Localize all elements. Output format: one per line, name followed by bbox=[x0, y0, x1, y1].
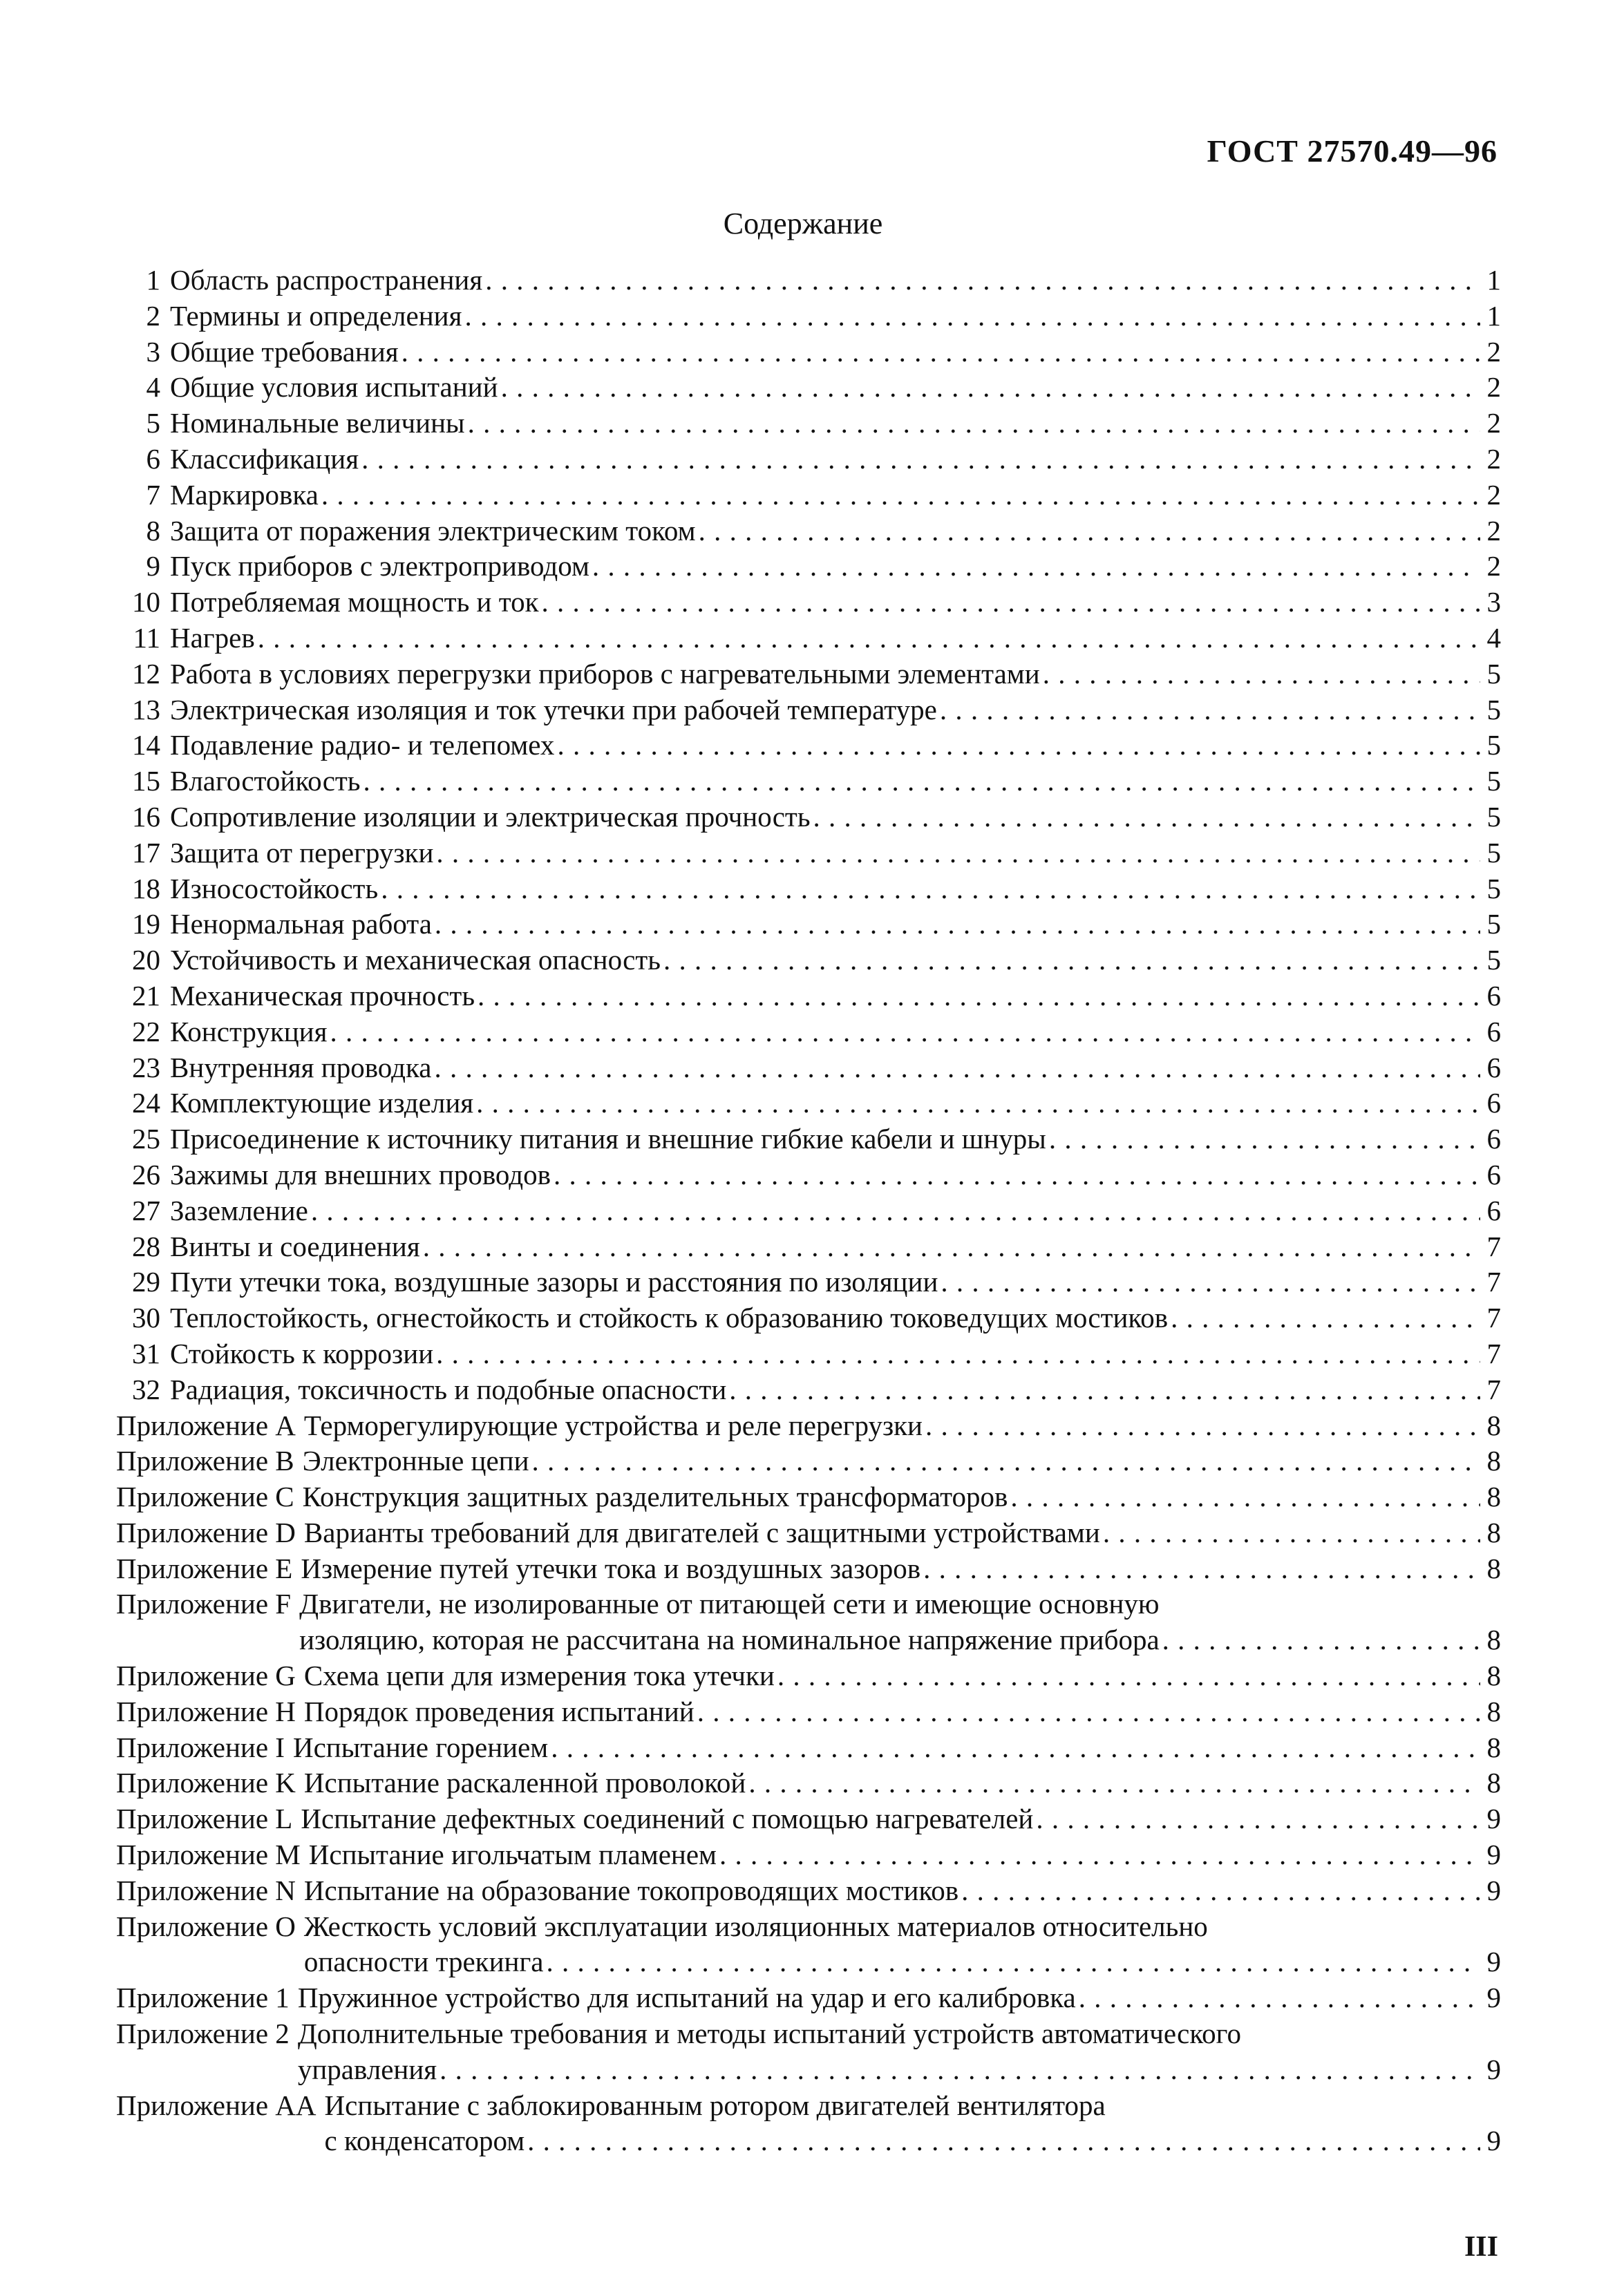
dot-leader bbox=[813, 799, 1480, 835]
dot-leader bbox=[542, 585, 1480, 620]
page-ref: 9 bbox=[1486, 2125, 1501, 2157]
dot-leader bbox=[435, 907, 1480, 942]
section-number: 28 bbox=[132, 1230, 160, 1262]
section-title: Работа в условиях перегрузки приборов с нагревательными элементами bbox=[170, 657, 1040, 690]
dot-leader bbox=[363, 763, 1480, 799]
section-number: 21 bbox=[132, 979, 160, 1012]
page-ref: 8 bbox=[1486, 1409, 1501, 1441]
dot-leader bbox=[697, 1694, 1480, 1730]
toc-appendix-entry bbox=[116, 1694, 1501, 1730]
page-ref: 5 bbox=[1486, 872, 1501, 904]
section-title: Номинальные величины bbox=[170, 407, 465, 439]
section-number: 18 bbox=[132, 872, 160, 904]
appendix-title: Терморегулирующие устройства и реле перегрузки bbox=[303, 1409, 923, 1441]
appendix-label: Приложение I bbox=[116, 1731, 285, 1763]
toc-entry bbox=[116, 656, 1501, 692]
page-ref: 5 bbox=[1486, 729, 1501, 761]
page-ref: 6 bbox=[1486, 1015, 1501, 1047]
dot-leader bbox=[777, 1658, 1480, 1694]
section-title: Общие требования bbox=[170, 335, 399, 368]
dot-leader bbox=[1043, 656, 1480, 692]
section-number: 29 bbox=[132, 1266, 160, 1298]
toc-entry bbox=[116, 728, 1501, 763]
dot-leader bbox=[434, 1050, 1480, 1086]
page-ref: 8 bbox=[1486, 1481, 1501, 1513]
section-number: 15 bbox=[132, 765, 160, 797]
page-ref: 2 bbox=[1486, 407, 1501, 439]
page-ref: 7 bbox=[1486, 1230, 1501, 1262]
toc-entry bbox=[116, 692, 1501, 728]
page-ref: 8 bbox=[1486, 1660, 1501, 1692]
toc-appendix-entry bbox=[116, 1730, 1501, 1766]
section-number: 10 bbox=[132, 586, 160, 618]
toc-entry bbox=[116, 1372, 1501, 1408]
toc-appendix-entry bbox=[116, 2088, 1501, 2124]
dot-leader bbox=[478, 978, 1480, 1014]
dot-leader bbox=[1036, 1801, 1480, 1837]
section-title: Пути утечки тока, воздушные зазоры и расстояния по изоляции bbox=[170, 1266, 938, 1298]
page-ref: 1 bbox=[1486, 299, 1501, 332]
page-ref: 9 bbox=[1486, 1946, 1501, 1978]
toc-entry bbox=[116, 334, 1501, 370]
toc-entry bbox=[116, 442, 1501, 477]
standard-code: ГОСТ 27570.49—96 bbox=[1207, 133, 1498, 169]
appendix-title: Испытание дефектных соединений с помощью нагревателей bbox=[301, 1803, 1034, 1835]
page-ref: 2 bbox=[1486, 550, 1501, 582]
dot-leader bbox=[476, 1085, 1480, 1121]
page-ref: 8 bbox=[1486, 1516, 1501, 1548]
toc-entry bbox=[116, 763, 1501, 799]
section-title: Теплостойкость, огнестойкость и стойкость к образованию токоведущих мостиков bbox=[170, 1302, 1169, 1334]
page-ref: 7 bbox=[1486, 1302, 1501, 1334]
page-ref: 9 bbox=[1486, 1874, 1501, 1906]
dot-leader bbox=[923, 1551, 1480, 1587]
section-title: Маркировка bbox=[170, 478, 319, 511]
page-ref: 9 bbox=[1486, 1982, 1501, 2014]
section-title: Ненормальная работа bbox=[170, 908, 432, 940]
section-title: Радиация, токсичность и подобные опасности bbox=[170, 1373, 727, 1405]
page-ref: 8 bbox=[1486, 1695, 1501, 1727]
toc-appendix-continuation bbox=[116, 1944, 1501, 1980]
dot-leader bbox=[719, 1837, 1480, 1873]
section-title: Электрическая изоляция и ток утечки при рабочей температуре bbox=[170, 693, 937, 725]
toc-appendix-entry bbox=[116, 1837, 1501, 1873]
dot-leader bbox=[551, 1730, 1480, 1766]
dot-leader bbox=[663, 942, 1480, 978]
section-title: Потребляемая мощность и ток bbox=[170, 586, 539, 618]
page-ref: 5 bbox=[1486, 800, 1501, 833]
dot-leader bbox=[321, 477, 1480, 513]
dot-leader bbox=[381, 871, 1480, 907]
page-ref: 8 bbox=[1486, 1445, 1501, 1477]
page-ref: 5 bbox=[1486, 693, 1501, 725]
appendix-title: Схема цепи для измерения тока утечки bbox=[303, 1660, 775, 1692]
dot-leader bbox=[527, 2123, 1480, 2159]
page-ref: 1 bbox=[1486, 264, 1501, 296]
section-number: 3 bbox=[146, 335, 160, 368]
toc-appendix-entry bbox=[116, 1408, 1501, 1444]
dot-leader bbox=[592, 549, 1480, 585]
dot-leader bbox=[961, 1873, 1480, 1909]
dot-leader bbox=[557, 728, 1480, 763]
toc-appendix-entry bbox=[116, 1980, 1501, 2016]
toc-appendix-entry bbox=[116, 1658, 1501, 1694]
page-ref: 9 bbox=[1486, 1839, 1501, 1871]
section-title: Внутренняя проводка bbox=[170, 1051, 432, 1083]
section-number: 12 bbox=[132, 657, 160, 690]
section-title: Механическая прочность bbox=[170, 979, 475, 1012]
dot-leader bbox=[1049, 1121, 1480, 1157]
section-number: 1 bbox=[146, 264, 160, 296]
page-ref: 9 bbox=[1486, 1803, 1501, 1835]
toc-entry bbox=[116, 549, 1501, 585]
page-ref: 8 bbox=[1486, 1767, 1501, 1799]
dot-leader bbox=[554, 1157, 1480, 1193]
section-number: 20 bbox=[132, 944, 160, 976]
page-ref: 8 bbox=[1486, 1731, 1501, 1763]
page-ref: 9 bbox=[1486, 2053, 1501, 2085]
section-title: Заземление bbox=[170, 1194, 308, 1226]
appendix-title: Электронные цепи bbox=[302, 1445, 529, 1477]
appendix-label: Приложение M bbox=[116, 1839, 301, 1871]
dot-leader bbox=[330, 1014, 1480, 1050]
toc-entry bbox=[116, 1157, 1501, 1193]
section-number: 8 bbox=[146, 514, 160, 547]
page-ref: 3 bbox=[1486, 586, 1501, 618]
dot-leader bbox=[532, 1443, 1480, 1479]
appendix-title-continued: изоляцию, которая не рассчитана на номинальное напряжение прибора bbox=[299, 1624, 1160, 1656]
dot-leader bbox=[729, 1372, 1480, 1408]
appendix-title-continued: управления bbox=[297, 2053, 437, 2085]
section-number: 14 bbox=[132, 729, 160, 761]
dot-leader bbox=[402, 334, 1480, 370]
dot-leader bbox=[423, 1229, 1480, 1265]
appendix-title: Измерение путей утечки тока и воздушных зазоров bbox=[301, 1552, 921, 1584]
appendix-title: Дополнительные требования и методы испытаний устройств автоматического bbox=[297, 2018, 1241, 2050]
section-title: Винты и соединения bbox=[170, 1230, 420, 1262]
section-number: 22 bbox=[132, 1015, 160, 1047]
toc-appendix-entry bbox=[116, 1586, 1501, 1622]
toc-entry bbox=[116, 585, 1501, 620]
toc-entry bbox=[116, 1193, 1501, 1229]
toc-entry bbox=[116, 799, 1501, 835]
appendix-label: Приложение F bbox=[116, 1588, 292, 1620]
dot-leader bbox=[1103, 1515, 1480, 1551]
section-title: Защита от перегрузки bbox=[170, 836, 434, 869]
page-ref: 5 bbox=[1486, 944, 1501, 976]
appendix-title: Пружинное устройство для испытаний на удар и его калибровка bbox=[297, 1982, 1076, 2014]
dot-leader bbox=[440, 2052, 1480, 2088]
toc-entry bbox=[116, 1050, 1501, 1086]
page-ref: 6 bbox=[1486, 1087, 1501, 1119]
appendix-label: Приложение H bbox=[116, 1695, 296, 1727]
page-ref: 5 bbox=[1486, 765, 1501, 797]
appendix-title-continued: с конденсатором bbox=[324, 2125, 525, 2157]
toc-entry bbox=[116, 513, 1501, 549]
appendix-title: Двигатели, не изолированные от питающей сети и имеющие основную bbox=[299, 1588, 1160, 1620]
section-number: 19 bbox=[132, 908, 160, 940]
section-title: Устойчивость и механическая опасность bbox=[170, 944, 661, 976]
toc-appendix-entry bbox=[116, 1443, 1501, 1479]
toc-entry bbox=[116, 942, 1501, 978]
dot-leader bbox=[925, 1408, 1480, 1444]
section-number: 16 bbox=[132, 800, 160, 833]
section-number: 30 bbox=[132, 1302, 160, 1334]
page-ref: 7 bbox=[1486, 1266, 1501, 1298]
section-number: 31 bbox=[132, 1337, 160, 1369]
dot-leader bbox=[1171, 1300, 1480, 1336]
dot-leader bbox=[464, 298, 1480, 334]
section-number: 32 bbox=[132, 1373, 160, 1405]
section-number: 5 bbox=[146, 407, 160, 439]
toc-entry bbox=[116, 1264, 1501, 1300]
toc-appendix-entry bbox=[116, 1551, 1501, 1587]
toc-appendix-continuation bbox=[116, 2052, 1501, 2088]
page-ref: 8 bbox=[1486, 1552, 1501, 1584]
dot-leader bbox=[258, 620, 1480, 656]
table-of-contents bbox=[116, 263, 1501, 2159]
toc-entry bbox=[116, 370, 1501, 406]
appendix-label: Приложение G bbox=[116, 1660, 296, 1692]
section-number: 17 bbox=[132, 836, 160, 869]
section-title: Нагрев bbox=[170, 621, 255, 654]
appendix-label: Приложение AA bbox=[116, 2089, 317, 2121]
section-number: 13 bbox=[132, 693, 160, 725]
toc-entry bbox=[116, 978, 1501, 1014]
toc-appendix-entry bbox=[116, 1801, 1501, 1837]
section-number: 7 bbox=[146, 478, 160, 511]
section-title: Зажимы для внешних проводов bbox=[170, 1158, 551, 1190]
toc-entry bbox=[116, 835, 1501, 871]
toc-entry bbox=[116, 406, 1501, 442]
toc-entry bbox=[116, 1229, 1501, 1265]
section-number: 26 bbox=[132, 1158, 160, 1190]
section-title: Комплектующие изделия bbox=[170, 1087, 474, 1119]
dot-leader bbox=[748, 1765, 1480, 1801]
page-ref: 5 bbox=[1486, 908, 1501, 940]
page-ref: 2 bbox=[1486, 371, 1501, 404]
toc-appendix-entry bbox=[116, 1515, 1501, 1551]
appendix-label: Приложение C bbox=[116, 1481, 294, 1513]
page-ref: 4 bbox=[1486, 621, 1501, 654]
page-ref: 2 bbox=[1486, 442, 1501, 475]
dot-leader bbox=[468, 406, 1480, 442]
section-title: Влагостойкость bbox=[170, 765, 361, 797]
appendix-title: Варианты требований для двигателей с защитными устройствами bbox=[303, 1516, 1100, 1548]
toc-entry bbox=[116, 263, 1501, 298]
dot-leader bbox=[361, 442, 1480, 477]
toc-appendix-continuation bbox=[116, 2123, 1501, 2159]
toc-title: Содержание bbox=[723, 207, 883, 240]
toc-entry bbox=[116, 1121, 1501, 1157]
toc-entry bbox=[116, 1336, 1501, 1372]
page-ref: 6 bbox=[1486, 1051, 1501, 1083]
dot-leader bbox=[311, 1193, 1480, 1229]
page-ref: 6 bbox=[1486, 1158, 1501, 1190]
section-number: 2 bbox=[146, 299, 160, 332]
toc-appendix-entry bbox=[116, 1479, 1501, 1515]
section-title: Конструкция bbox=[170, 1015, 328, 1047]
section-title: Классификация bbox=[170, 442, 359, 475]
section-title: Износостойкость bbox=[170, 872, 379, 904]
page-ref: 7 bbox=[1486, 1337, 1501, 1369]
dot-leader bbox=[941, 1264, 1480, 1300]
page-ref: 6 bbox=[1486, 979, 1501, 1012]
toc-entry bbox=[116, 1085, 1501, 1121]
section-title: Пуск приборов с электроприводом bbox=[170, 550, 589, 582]
dot-leader bbox=[501, 370, 1480, 406]
appendix-title: Жесткость условий эксплуатации изоляционных материалов относительно bbox=[303, 1910, 1208, 1942]
section-title: Термины и определения bbox=[170, 299, 462, 332]
dot-leader bbox=[485, 263, 1480, 298]
dot-leader bbox=[1079, 1980, 1480, 2016]
toc-appendix-continuation bbox=[116, 1622, 1501, 1658]
section-title: Защита от поражения электрическим током bbox=[170, 514, 696, 547]
appendix-label: Приложение N bbox=[116, 1874, 296, 1906]
toc-entry bbox=[116, 477, 1501, 513]
dot-leader bbox=[436, 835, 1480, 871]
toc-entry bbox=[116, 1300, 1501, 1336]
toc-entry bbox=[116, 620, 1501, 656]
dot-leader bbox=[436, 1336, 1480, 1372]
page-ref: 2 bbox=[1486, 478, 1501, 511]
toc-entry bbox=[116, 1014, 1501, 1050]
appendix-label: Приложение 2 bbox=[116, 2018, 290, 2050]
appendix-title: Испытание игольчатым пламенем bbox=[308, 1839, 717, 1871]
section-title: Область распространения bbox=[170, 264, 483, 296]
section-number: 6 bbox=[146, 442, 160, 475]
appendix-title-continued: опасности трекинга bbox=[303, 1946, 544, 1978]
appendix-title: Испытание горением bbox=[292, 1731, 549, 1763]
page-ref: 7 bbox=[1486, 1373, 1501, 1405]
page-ref: 6 bbox=[1486, 1123, 1501, 1155]
page-ref: 2 bbox=[1486, 514, 1501, 547]
appendix-label: Приложение B bbox=[116, 1445, 294, 1477]
page-ref: 5 bbox=[1486, 657, 1501, 690]
section-number: 25 bbox=[132, 1123, 160, 1155]
appendix-label: Приложение 1 bbox=[116, 1982, 290, 2014]
appendix-label: Приложение L bbox=[116, 1803, 293, 1835]
toc-entry bbox=[116, 871, 1501, 907]
appendix-title: Испытание с заблокированным ротором двигателей вентилятора bbox=[324, 2089, 1106, 2121]
appendix-title: Испытание на образование токопроводящих мостиков bbox=[303, 1874, 959, 1906]
appendix-label: Приложение E bbox=[116, 1552, 293, 1584]
dot-leader bbox=[546, 1944, 1480, 1980]
toc-appendix-entry bbox=[116, 2016, 1501, 2052]
section-number: 11 bbox=[133, 621, 160, 654]
section-number: 23 bbox=[132, 1051, 160, 1083]
appendix-title: Конструкция защитных разделительных трансформаторов bbox=[302, 1481, 1008, 1513]
page-number: III bbox=[1464, 2231, 1498, 2263]
section-number: 27 bbox=[132, 1194, 160, 1226]
toc-appendix-entry bbox=[116, 1873, 1501, 1909]
section-number: 9 bbox=[146, 550, 160, 582]
section-title: Присоединение к источнику питания и внешние гибкие кабели и шнуры bbox=[170, 1123, 1046, 1155]
toc-appendix-entry bbox=[116, 1909, 1501, 1945]
appendix-title: Порядок проведения испытаний bbox=[303, 1695, 695, 1727]
page-ref: 6 bbox=[1486, 1194, 1501, 1226]
section-title: Стойкость к коррозии bbox=[170, 1337, 434, 1369]
appendix-title: Испытание раскаленной проволокой bbox=[303, 1767, 746, 1799]
dot-leader bbox=[1010, 1479, 1480, 1515]
dot-leader bbox=[940, 692, 1480, 728]
appendix-label: Приложение O bbox=[116, 1910, 296, 1942]
section-number: 24 bbox=[132, 1087, 160, 1119]
appendix-label: Приложение A bbox=[116, 1409, 296, 1441]
appendix-label: Приложение D bbox=[116, 1516, 296, 1548]
toc-appendix-entry bbox=[116, 1765, 1501, 1801]
toc-entry bbox=[116, 907, 1501, 942]
section-title: Сопротивление изоляции и электрическая прочность bbox=[170, 800, 811, 833]
toc-entry bbox=[116, 298, 1501, 334]
section-number: 4 bbox=[146, 371, 160, 404]
page-ref: 5 bbox=[1486, 836, 1501, 869]
section-title: Подавление радио- и телепомех bbox=[170, 729, 555, 761]
page-ref: 2 bbox=[1486, 335, 1501, 368]
appendix-label: Приложение K bbox=[116, 1767, 296, 1799]
page-ref: 8 bbox=[1486, 1624, 1501, 1656]
section-title: Общие условия испытаний bbox=[170, 371, 498, 404]
dot-leader bbox=[1162, 1622, 1480, 1658]
dot-leader bbox=[699, 513, 1480, 549]
